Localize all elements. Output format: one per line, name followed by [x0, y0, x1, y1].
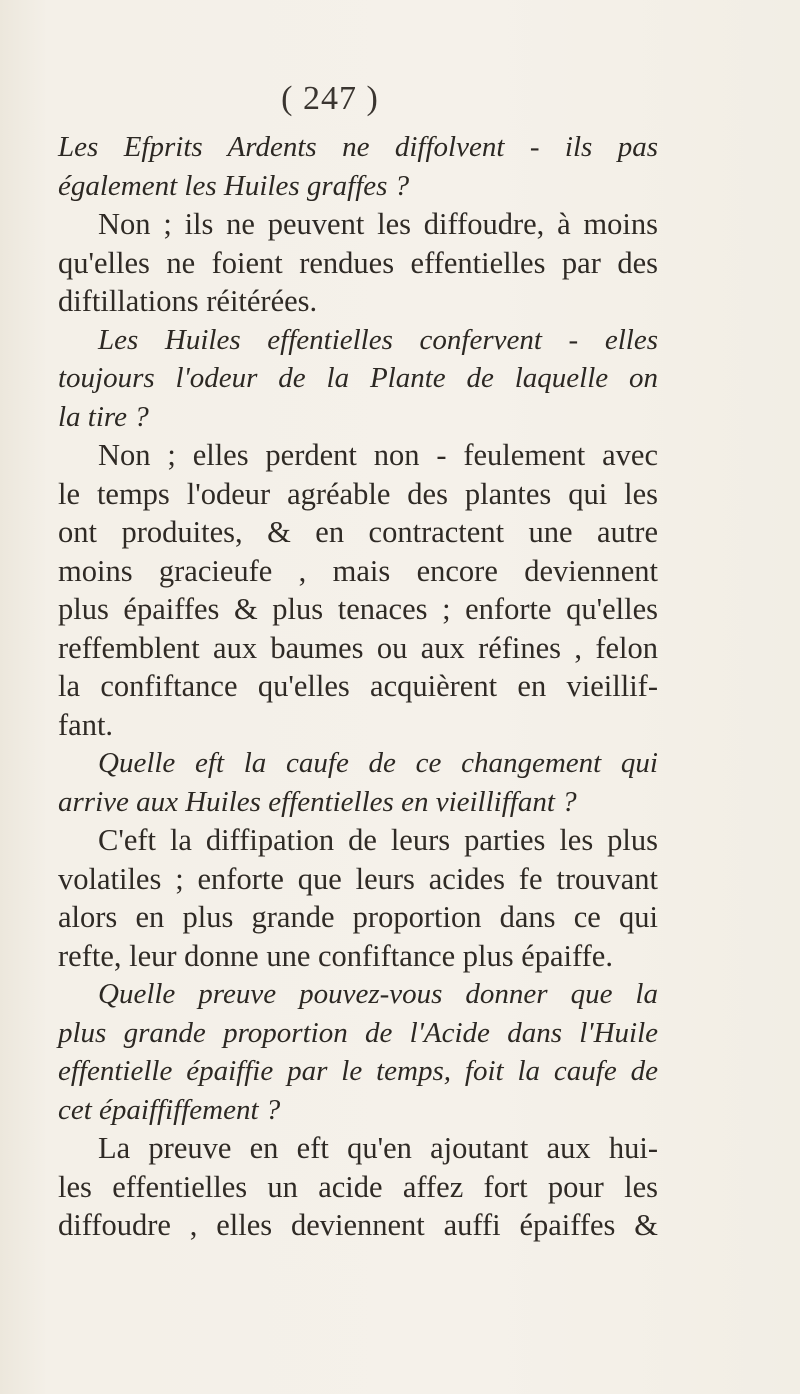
text-line: fant. — [58, 707, 114, 742]
text-line: la confiftance qu'elles acquièrent en vieillif- — [58, 669, 658, 703]
text-line: moins gracieufe , mais encore deviennent — [58, 553, 658, 588]
answer-paragraph — [58, 821, 658, 975]
text-line: cet épaiffiffement ? — [58, 1093, 281, 1126]
text-line: arrive aux Huiles effentielles en vieilliffant ? — [58, 785, 577, 818]
answer-paragraph — [58, 436, 658, 744]
text-line: plus épaiffes & plus tenaces ; enforte qu'elles — [58, 592, 658, 626]
text-line: Les Efprits Ardents ne diffolvent - ils pas — [58, 131, 658, 163]
page-text — [58, 128, 658, 1245]
text-line: Quelle preuve pouvez-vous donner que la — [98, 978, 658, 1010]
page-number: ( 247 ) — [281, 80, 379, 117]
question-paragraph — [58, 975, 658, 1129]
question-paragraph — [58, 321, 658, 437]
text-line: C'eft la diffipation de leurs parties les plus — [98, 823, 658, 857]
text-line: alors en plus grande proportion dans ce qui — [58, 900, 658, 934]
text-line: Non ; ils ne peuvent les diffoudre, à moins — [98, 207, 658, 241]
text-line: La preuve en eft qu'en ajoutant aux hui- — [98, 1131, 658, 1165]
answer-paragraph — [58, 1129, 658, 1245]
question-paragraph — [58, 128, 658, 205]
text-line: qu'elles ne foient rendues effentielles par des — [58, 245, 658, 280]
text-line: effentielle épaiffie par le temps, foit la caufe de — [58, 1055, 658, 1087]
text-line: Les Huiles effentielles confervent - elles — [98, 323, 658, 356]
text-line: les effentielles un acide affez fort pour les — [58, 1169, 658, 1204]
text-line: toujours l'odeur de la Plante de laquelle on — [58, 362, 658, 394]
text-line: Non ; elles perdent non - feulement avec — [98, 438, 658, 472]
text-line: la tire ? — [58, 400, 149, 433]
question-paragraph — [58, 744, 658, 821]
text-line: volatiles ; enforte que leurs acides fe trouvant — [58, 861, 658, 896]
text-line: diffoudre , elles deviennent auffi épaiffes & — [58, 1208, 658, 1242]
text-line: le temps l'odeur agréable des plantes qui les — [58, 476, 658, 511]
text-line: reffemblent aux baumes ou aux réfines , felon — [58, 630, 658, 665]
text-line: plus grande proportion de l'Acide dans l'Huile — [58, 1016, 658, 1049]
text-line: également les Huiles graffes ? — [58, 169, 410, 202]
text-line: ont produites, & en contractent une autre — [58, 515, 658, 549]
text-line: Quelle eft la caufe de ce changement qui — [98, 747, 658, 779]
text-line: refte, leur donne une confiftance plus épaiffe. — [58, 938, 613, 973]
text-line: diftillations réitérées. — [58, 284, 318, 318]
answer-paragraph — [58, 205, 658, 321]
